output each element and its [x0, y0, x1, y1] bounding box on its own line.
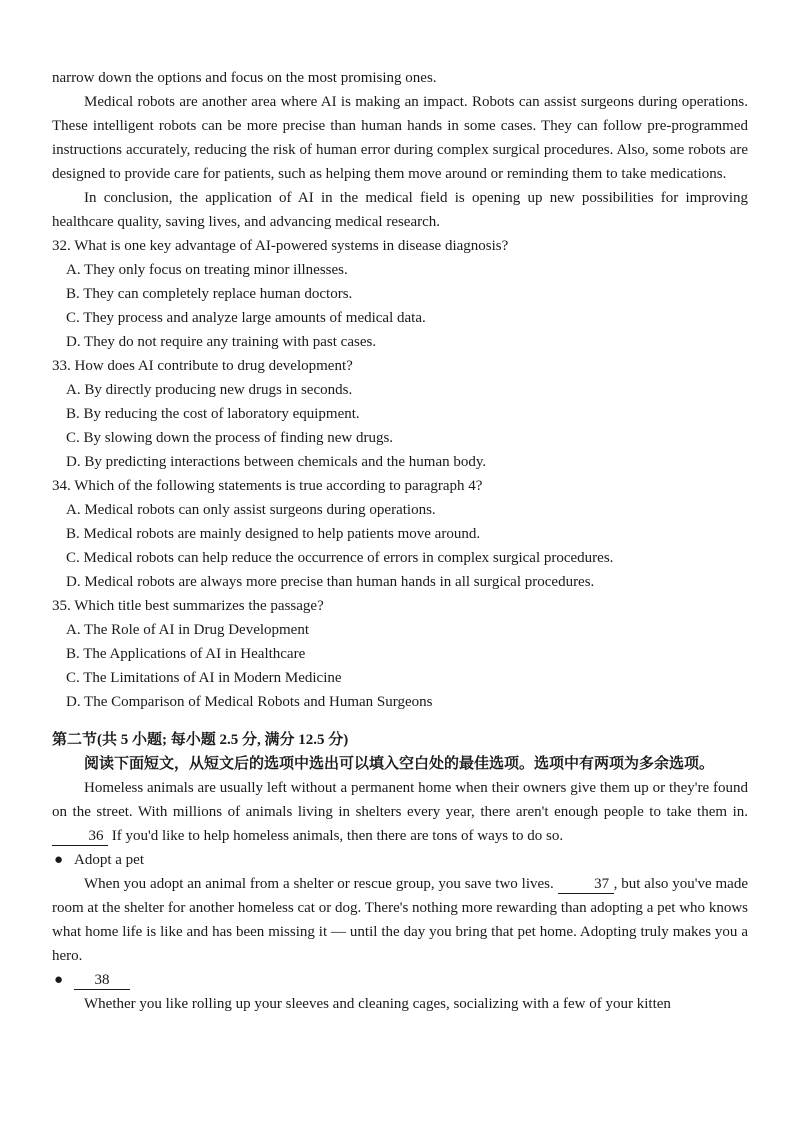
cloze-text: If you'd like to help homeless animals, then there are tons of ways to do so.	[111, 828, 564, 844]
cloze-text: When you adopt an animal from a shelter or rescue group, you save two lives.	[84, 876, 554, 892]
question-35	[52, 594, 748, 714]
option-d: D. Medical robots are always more precise than human hands in all surgical procedures.	[66, 574, 595, 590]
cloze-paragraph-2	[52, 872, 748, 968]
option-a: A. Medical robots can only assist surgeons during operations.	[66, 502, 436, 518]
option-a: A. The Role of AI in Drug Development	[66, 622, 310, 638]
question-stem: 34. Which of the following statements is true according to paragraph 4?	[52, 478, 483, 494]
option-c: C. By slowing down the process of finding new drugs.	[66, 430, 394, 446]
option-d: D. The Comparison of Medical Robots and Human Surgeons	[66, 694, 433, 710]
bullet-icon: ●	[54, 972, 64, 988]
passage-paragraph-end: narrow down the options and focus on the most promising ones.	[52, 70, 437, 86]
section-instruction: 阅读下面短文，从短文后的选项中选出可以填入空白处的最佳选项。选项中有两项为多余选项。	[84, 756, 715, 772]
blank-38: 38	[74, 971, 130, 990]
page-content	[52, 66, 748, 1016]
question-33	[52, 354, 748, 474]
option-c: C. Medical robots can help reduce the occurrence of errors in complex surgical procedures.	[66, 550, 614, 566]
cloze-paragraph-3: Whether you like rolling up your sleeves and cleaning cages, socializing with a few of your kitten	[84, 996, 671, 1012]
option-a: A. By directly producing new drugs in seconds.	[66, 382, 353, 398]
cloze-text: , but also you've made room at the shelter for another homeless cat or dog. There's nothing more rewarding than adopting a pet who knows what home life is like and has been missing it — until the day you bring that pet home. Adopting truly makes you a hero.	[52, 876, 748, 964]
blank-37: 37	[558, 875, 614, 894]
passage-paragraph-conclusion: In conclusion, the application of AI in the medical field is opening up new possibilities for improving healthcare quality, saving lives, and advancing medical research.	[52, 190, 748, 230]
option-b: B. The Applications of AI in Healthcare	[66, 646, 306, 662]
question-34	[52, 474, 748, 594]
question-stem: 35. Which title best summarizes the passage?	[52, 598, 324, 614]
cloze-paragraph-1	[52, 776, 748, 848]
option-c: C. They process and analyze large amounts of medical data.	[66, 310, 426, 326]
cloze-text: Homeless animals are usually left without a permanent home when their owners give them up or they're found on the street. With millions of animals living in shelters every year, there aren't enough people to take them in.	[52, 780, 748, 820]
bullet-heading-38	[52, 968, 748, 992]
bullet-heading-adopt	[52, 848, 748, 872]
bullet-icon: ●	[54, 852, 64, 868]
option-a: A. They only focus on treating minor illnesses.	[66, 262, 348, 278]
bullet-heading-text: Adopt a pet	[74, 852, 144, 868]
option-b: B. They can completely replace human doctors.	[66, 286, 353, 302]
option-c: C. The Limitations of AI in Modern Medicine	[66, 670, 342, 686]
question-stem: 32. What is one key advantage of AI-powered systems in disease diagnosis?	[52, 238, 509, 254]
section-heading: 第二节(共 5 小题; 每小题 2.5 分, 满分 12.5 分)	[52, 732, 349, 748]
blank-36: 36	[52, 827, 108, 846]
question-32	[52, 234, 748, 354]
option-d: D. They do not require any training with past cases.	[66, 334, 377, 350]
passage-paragraph-robots: Medical robots are another area where AI is making an impact. Robots can assist surgeons during operations. These intelligent robots can be more precise than human hands in some cases. They can follow pre-programmed instructions accurately, reducing the risk of human error during complex surgical procedures. Also, some robots are designed to provide care for patients, such as helping them move around or reminding them to take medications.	[52, 94, 748, 182]
section-gap	[52, 714, 748, 728]
option-d: D. By predicting interactions between chemicals and the human body.	[66, 454, 487, 470]
option-b: B. Medical robots are mainly designed to help patients move around.	[66, 526, 481, 542]
option-b: B. By reducing the cost of laboratory equipment.	[66, 406, 360, 422]
question-stem: 33. How does AI contribute to drug development?	[52, 358, 353, 374]
